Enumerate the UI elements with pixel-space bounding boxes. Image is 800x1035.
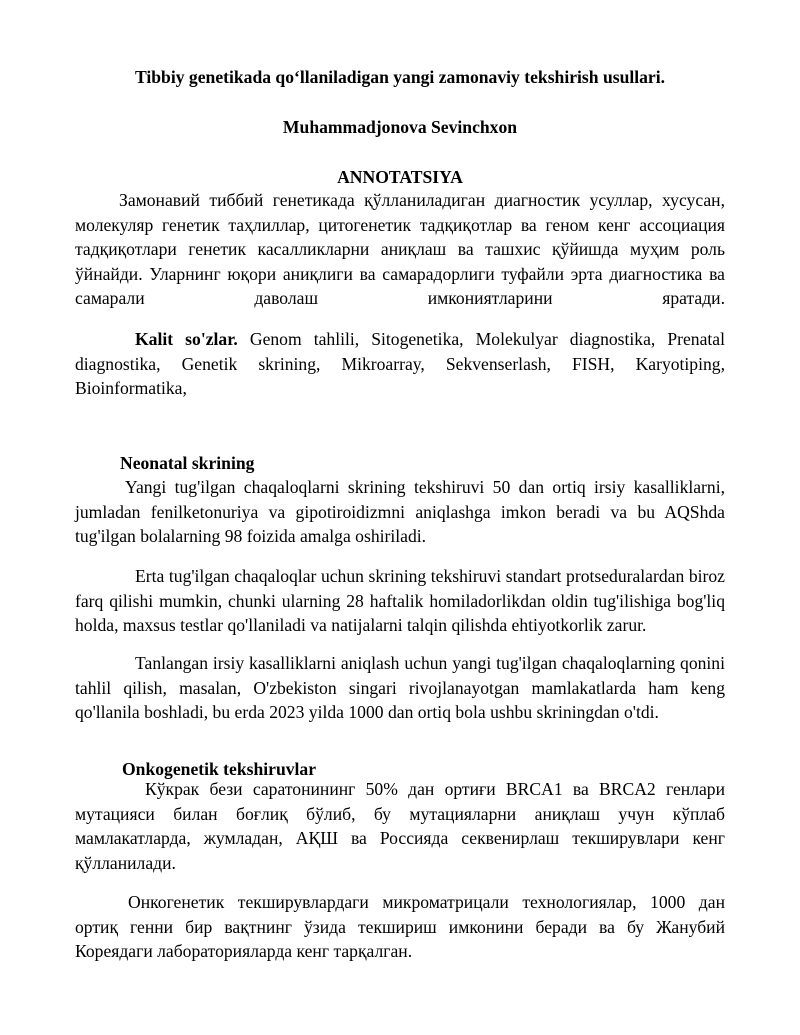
document-title: Tibbiy genetikada qoʻllaniladigan yangi zamonaviy tekshirish usullari. xyxy=(134,67,666,87)
neonatal-paragraph-2: Erta tug'ilgan chaqaloqlar uchun skrining tekshiruvi standart protseduralardan biroz farq qilishi mumkin, chunki ularning 28 haftalik homiladorlikdan oldin tug'ilishiga bog'liq holda, maxsus testlar qo'llaniladi va natijalarni talqin qilishda ehtiyotkorlik zarur. xyxy=(75,566,725,635)
oncogenetic-paragraph-2: Онкогенетик текширувлардаги микроматрицали технологиялар, 1000 дан ортиқ генни бир вақтнинг ўзида текшириш имконини беради ва бу Жанубий Кореядаги лабораторияларда кенг тарқалган. xyxy=(75,892,725,961)
neonatal-paragraph-3: Tanlangan irsiy kasalliklarni aniqlash uchun yangi tug'ilgan chaqaloqlarning qonini tahlil qilish, masalan, O'zbekiston singari rivojlanayotgan mamlakatlarda ham keng qo'llanila boshladi, bu erda 2023 yilda 1000 dan ortiq bola ushbu skriningdan o'tdi. xyxy=(75,653,725,722)
annotation-heading: ANNOTATSIYA xyxy=(337,167,463,187)
keywords-label: Kalit so'zlar. xyxy=(135,329,238,349)
oncogenetic-paragraph-1: Кўкрак бези саратонининг 50% дан ортиғи BRCA1 ва BRCA2 генлари мутацияси билан боғлиқ бўлиб, бу мутацияларни аниқлаш учун кўплаб мамлакатларда, жумладан, АҚШ ва Россияда секвенирлаш текширувлари кенг қўлланилади. xyxy=(75,779,725,873)
annotation-paragraph: Замонавий тиббий генетикада қўлланиладиган диагностик усуллар, хусусан, молекуляр генетик таҳлиллар, цитогенетик тадқиқотлар ва геном кенг ассоциация тадқиқотлари генетик касалликларни аниқлаш ва ташхис қўйишда муҳим роль ўйнайди. Уларнинг юқори аниқлиги ва самарадорлиги туфайли эрта диагностика ва самарали даволаш имкониятларини яратади. xyxy=(75,190,725,308)
section-heading-neonatal: Neonatal skrining xyxy=(120,453,255,473)
keywords-list: Genom tahlili, Sitogenetika, Molekulyar diagnostika, Prenatal diagnostika, Genetik skrining, Mikroarray, Sekvenserlash, FISH, Karyotiping, Bioinformatika, xyxy=(75,329,725,398)
author-name: Muhammadjonova Sevinchxon xyxy=(282,117,518,137)
keywords-paragraph xyxy=(75,327,725,401)
neonatal-paragraph-1: Yangi tug'ilgan chaqaloqlarni skrining tekshiruvi 50 dan ortiq irsiy kasalliklarni, jumladan fenilketonuriya va gipotiroidizmni aniqlashga imkon beradi va bu AQShda tug'ilgan bolalarning 98 foizida amalga oshiriladi. xyxy=(75,477,725,546)
section-heading-oncogenetic: Onkogenetik tekshiruvlar xyxy=(122,759,317,779)
